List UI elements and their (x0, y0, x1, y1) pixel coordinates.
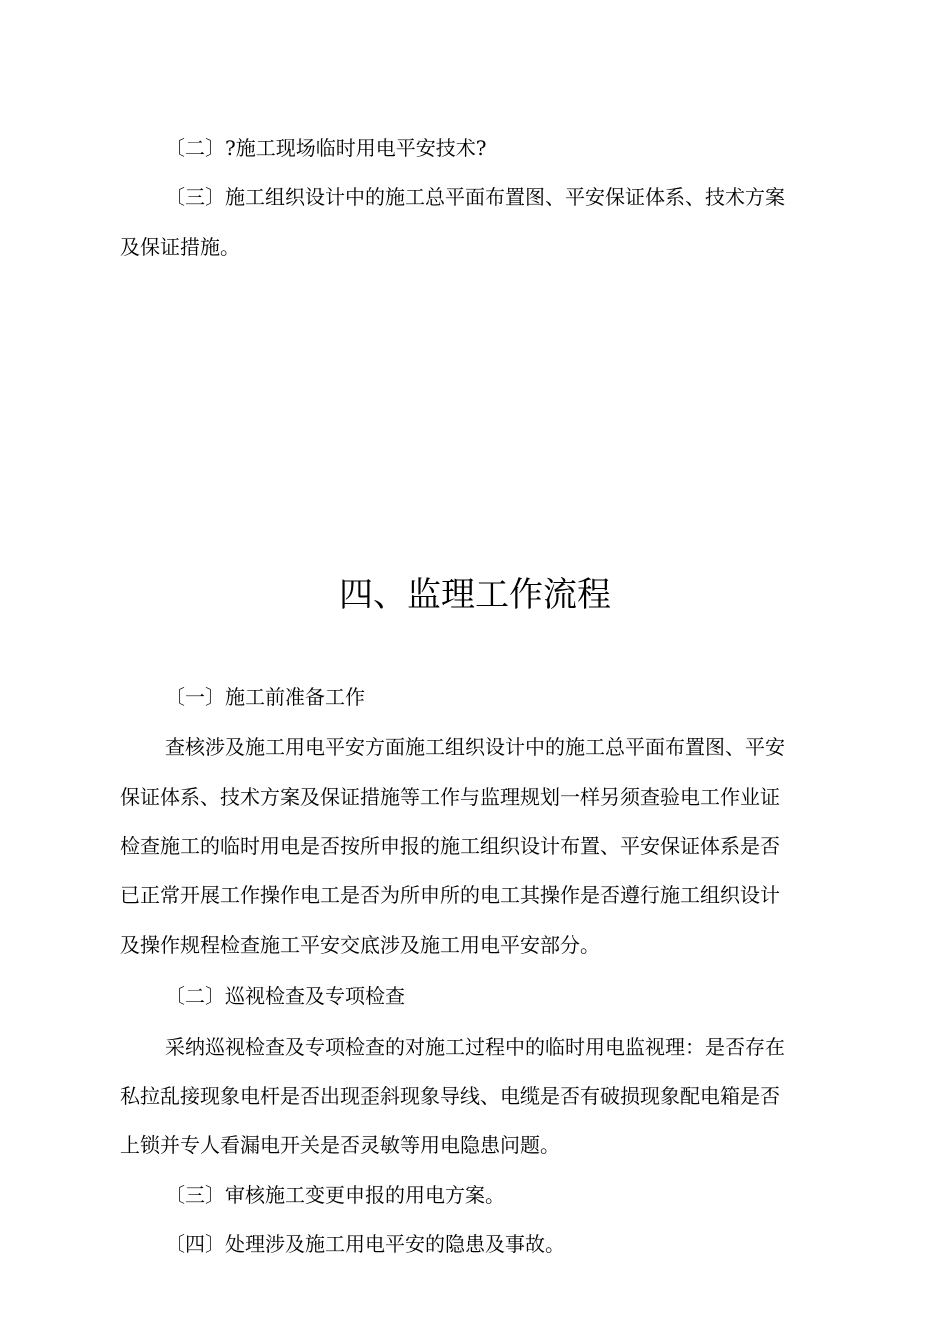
paragraph-line: 检查施工的临时用电是否按所申报的施工组织设计布置、平安保证体系是否 (120, 834, 780, 858)
list-item-2: 〔二〕?施工现场临时用电平安技术? (165, 136, 487, 160)
section-heading-2: 〔二〕巡视检查及专项检查 (165, 984, 405, 1008)
section-heading-3: 〔三〕审核施工变更申报的用电方案。 (165, 1183, 505, 1207)
paragraph-line: 上锁并专人看漏电开关是否灵敏等用电隐患问题。 (120, 1133, 560, 1157)
paragraph-line: 私拉乱接现象电杆是否出现歪斜现象导线、电缆是否有破损现象配电箱是否 (120, 1084, 780, 1108)
paragraph-line: 已正常开展工作操作电工是否为所申所的电工其操作是否遵行施工组织设计 (120, 883, 780, 907)
paragraph-line: 保证体系、技术方案及保证措施等工作与监理规划一样另须查验电工作业证 (120, 785, 780, 809)
paragraph-line: 查核涉及施工用电平安方面施工组织设计中的施工总平面布置图、平安 (165, 735, 785, 759)
section-heading-1: 〔一〕施工前准备工作 (165, 685, 365, 709)
paragraph-line: 及操作规程检查施工平安交底涉及施工用电平安部分。 (120, 933, 600, 957)
section-heading-4: 〔四〕处理涉及施工用电平安的隐患及事故。 (165, 1232, 565, 1256)
chapter-title: 四、监理工作流程 (339, 575, 611, 615)
paragraph-line: 采纳巡视检查及专项检查的对施工过程中的临时用电监视理：是否存在 (165, 1035, 785, 1059)
list-item-3-line-1: 〔三〕施工组织设计中的施工总平面布置图、平安保证体系、技术方案 (165, 185, 785, 209)
list-item-3-line-2: 及保证措施。 (120, 235, 240, 259)
